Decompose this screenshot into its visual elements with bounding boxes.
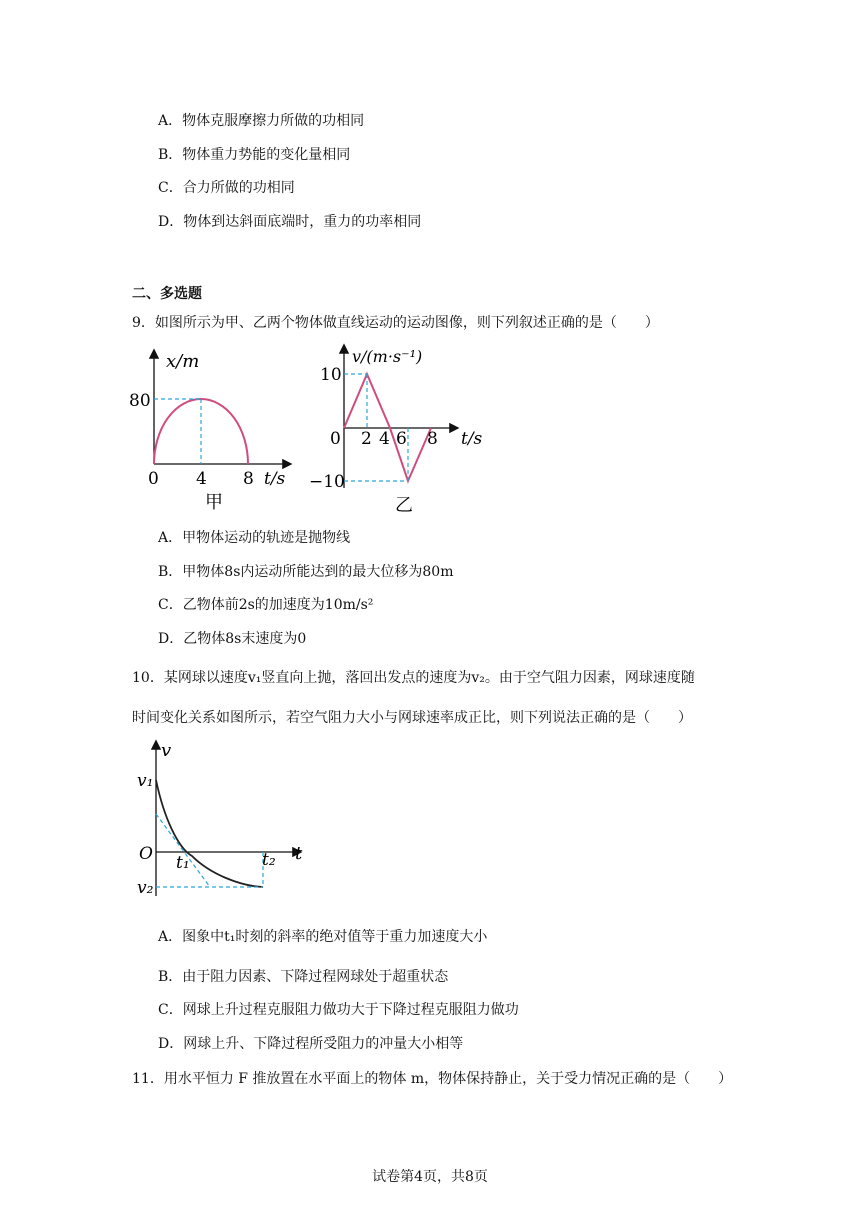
yi-origin: 0 xyxy=(330,429,341,449)
jia-caption: 甲 xyxy=(205,492,223,513)
q10-option-d: D．网球上升、下降过程所受阻力的冲量大小相等 xyxy=(158,1036,464,1052)
q10-ylabel: v xyxy=(161,740,172,761)
q10-figure xyxy=(130,738,310,900)
q10-stem-line2: 时间变化关系如图所示，若空气阻力大小与网球速率成正比，则下列说法正确的是（ ） xyxy=(132,710,692,726)
q9-option-a: A．甲物体运动的轨迹是抛物线 xyxy=(158,530,351,546)
q10-v1-label: v₁ xyxy=(137,771,154,791)
yi-xtick-4: 4 xyxy=(379,429,390,449)
q9-figure-jia xyxy=(125,345,305,515)
q8-option-a: A．物体克服摩擦力所做的功相同 xyxy=(158,113,365,129)
jia-xtick-4: 4 xyxy=(196,469,207,489)
q9-option-b: B．甲物体8s内运动所能达到的最大位移为80m xyxy=(158,564,454,580)
q10-option-a: A．图象中t₁时刻的斜率的绝对值等于重力加速度大小 xyxy=(158,929,488,945)
yi-ytick-10: 10 xyxy=(320,365,342,385)
q9-stem: 9．如图所示为甲、乙两个物体做直线运动的运动图像，则下列叙述正确的是（ ） xyxy=(132,315,659,331)
jia-ylabel: x/m xyxy=(166,351,200,372)
jia-ytick-80: 80 xyxy=(129,391,151,411)
q10-stem-line1: 10．某网球以速度v₁竖直向上抛，落回出发点的速度为v₂。由于空气阻力因素，网球速度随 xyxy=(132,670,695,686)
jia-origin: 0 xyxy=(148,469,159,489)
q10-option-c: C．网球上升过程克服阻力做功大于下降过程克服阻力做功 xyxy=(158,1002,519,1018)
q10-tangent xyxy=(156,814,210,887)
page-footer: 试卷第4页，共8页 xyxy=(372,1169,488,1185)
q10-origin: O xyxy=(139,844,153,864)
q10-xlabel: t xyxy=(295,843,303,864)
section-title: 二、多选题 xyxy=(132,286,202,302)
q10-curve xyxy=(156,780,263,887)
yi-caption: 乙 xyxy=(395,495,413,516)
q8-option-c: C．合力所做的功相同 xyxy=(158,180,295,196)
q9-figure-yi xyxy=(305,340,505,518)
jia-xlabel: t/s xyxy=(264,469,286,489)
yi-ytick-neg10: −10 xyxy=(309,472,345,492)
q8-option-d: D．物体到达斜面底端时，重力的功率相同 xyxy=(158,214,422,230)
yi-xtick-6: 6 xyxy=(396,429,407,449)
q9-option-c: C．乙物体前2s的加速度为10m/s² xyxy=(158,597,374,613)
q9-option-d: D．乙物体8s末速度为0 xyxy=(158,631,307,647)
q10-v2-label: v₂ xyxy=(137,878,154,898)
yi-ylabel: v/(m·s⁻¹) xyxy=(352,347,423,366)
q8-option-b: B．物体重力势能的变化量相同 xyxy=(158,147,351,163)
jia-xtick-8: 8 xyxy=(243,469,254,489)
yi-xlabel: t/s xyxy=(461,429,483,449)
yi-xtick-2: 2 xyxy=(361,429,372,449)
q10-t2-label: t₂ xyxy=(262,850,276,870)
q10-t1-label: t₁ xyxy=(176,853,190,873)
yi-xtick-8: 8 xyxy=(427,429,438,449)
q11-stem: 11．用水平恒力 F 推放置在水平面上的物体 m，物体保持静止，关于受力情况正确的是（ ） xyxy=(132,1071,733,1087)
q10-option-b: B．由于阻力因素、下降过程网球处于超重状态 xyxy=(158,969,449,985)
